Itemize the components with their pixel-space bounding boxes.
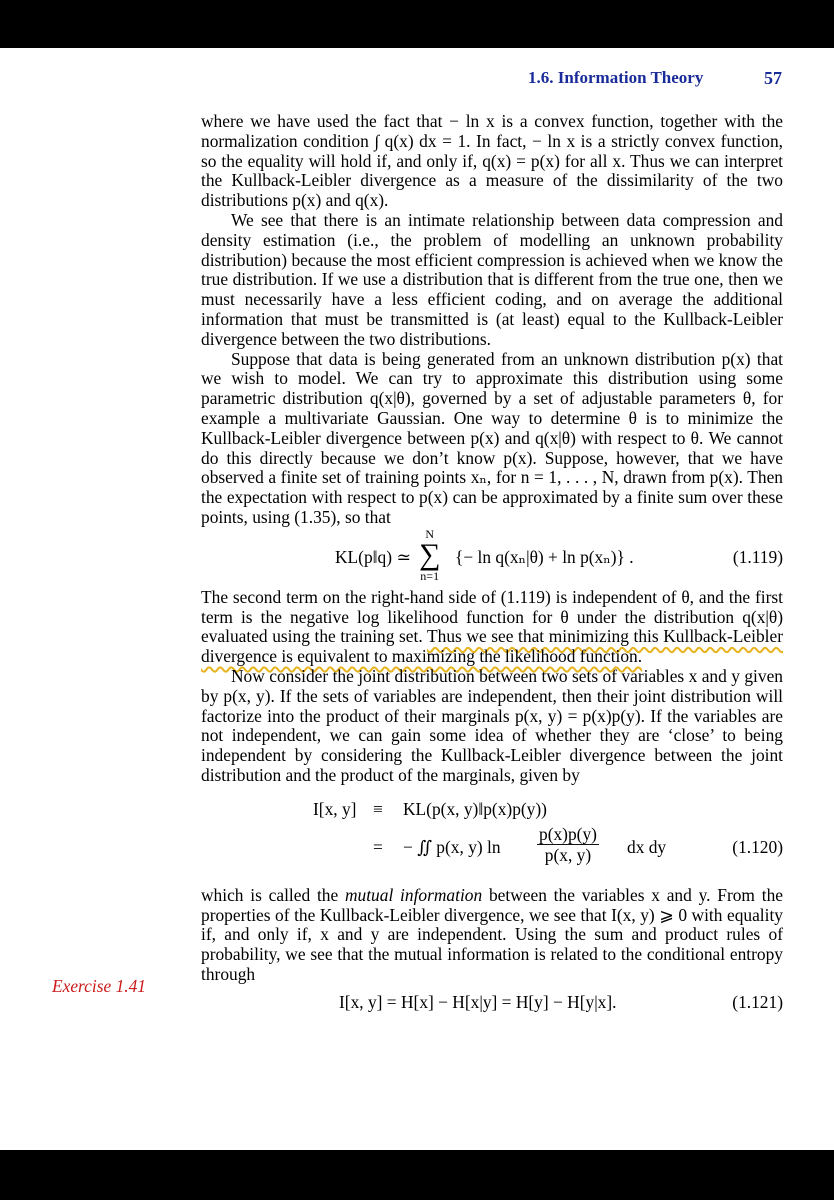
eq120-op1: ≡ — [373, 798, 383, 819]
page-number: 57 — [764, 68, 782, 88]
likelihood-text: The second term on the right-hand side of (1.119) is independent of θ, and the first term is the negative log likelihood function for θ under the distribution q(x|θ) evaluated using the training set. — [201, 586, 783, 647]
paragraph-compression: We see that there is an intimate relationship between data compression and density estimation (i.e., the problem of modelling an unknown probability distribution) because the most efficient compression is achieved when we know the true distribution. If we use a distribution that is different from the true one, then we must necessarily have a less efficient coding, and on average the additional information that must be transmitted is (at least) equal to the Kullback-Leibler divergence between the two distributions. — [201, 209, 783, 349]
eq121-body: I[x, y] = H[x] − H[x|y] = H[y] − H[y|x]. — [339, 991, 617, 1012]
paragraph-joint-distribution: Now consider the joint distribution between two sets of variables x and y given by p(x, y). If the sets of variables are independent, then their joint distribution will factorize into the product of their marginals p(x, y) = p(x)p(y). If the variables are not independent, we can gain some idea of whether they are ‘close’ to being independent by considering the Kullback-Leibler divergence between the joint distribution and the product of the marginals, given by — [201, 665, 783, 785]
exercise-margin-note[interactable]: Exercise 1.41 — [52, 976, 147, 996]
equation-1-120 — [201, 794, 783, 886]
eq120-op2: = — [373, 836, 383, 857]
equation-number: (1.119) — [732, 546, 783, 567]
eq120-differential: dx dy — [627, 836, 667, 857]
summation — [419, 528, 440, 582]
equation-1-121 — [201, 989, 783, 1017]
eq119-body: {− ln q(xₙ|θ) + ln p(xₙ)} . — [455, 546, 634, 567]
equation-1-119 — [201, 528, 783, 588]
equation-number: (1.121) — [732, 991, 783, 1012]
paragraph-convexity: where we have used the fact that − ln x is a convex function, together with the normalization condition ∫ q(x) dx = 1. In fact, − ln x is a strictly convex function, so the equality will hold if, and only if, q(x) = p(x) for all x. Thus we can interpret the Kullback-Leibler divergence as a measure of the dissimilarity of the two distributions p(x) and q(x). — [201, 111, 783, 211]
section-title: 1.6. Information Theory — [528, 68, 704, 87]
highlighted-sentence: Thus we see that minimizing this Kullback-Leibler divergence is equivalent to maximizing the likelihood function. — [201, 626, 783, 667]
sum-lower-limit: n=1 — [420, 568, 440, 583]
sum-symbol: ∑ — [419, 537, 441, 571]
eq120-fraction — [537, 824, 599, 865]
paragraph-mutual-information — [201, 886, 783, 985]
paragraph-approximation: Suppose that data is being generated from an unknown distribution p(x) that we wish to model. We can try to approximate this distribution using some parametric distribution q(x|θ), governed by a set of adjustable parameters θ, for example a multivariate Gaussian. One way to determine θ is to minimize the Kullback-Leibler divergence between p(x) and q(x|θ) with respect to θ. We cannot do this directly because we don’t know p(x). Suppose, however, that we have observed a finite set of training points xₙ, for n = 1, . . . , N, drawn from p(x). Then the expectation with respect to p(x) can be approximated by a finite sum over these points, using (1.35), so that — [201, 348, 783, 527]
fraction-numerator: p(x)p(y) — [539, 823, 597, 844]
mi-text-b: between the variables x and y. From the properties of the Kullback-Leibler divergence, we see that I(x, y) ⩾ 0 with equality if, and only if, x and y are independent. Using the sum and product rules of probability, we see that the mutual information is related to the conditional entropy through — [201, 884, 783, 984]
eq120-lhs: I[x, y] — [313, 798, 357, 819]
mi-text-a: which is called the — [201, 884, 345, 905]
paragraph-likelihood — [201, 588, 783, 667]
eq119-lhs: KL(p‖q) ≃ — [335, 546, 411, 567]
eq120-rhs1: KL(p(x, y)‖p(x)p(y)) — [403, 798, 547, 819]
sum-upper-limit: N — [425, 526, 435, 541]
mutual-information-term: mutual information — [344, 884, 483, 905]
page-body — [201, 112, 783, 1017]
fraction-denominator: p(x, y) — [544, 844, 592, 865]
running-header — [520, 68, 782, 92]
equation-number: (1.120) — [732, 836, 783, 857]
eq120-integrand: − ∬ p(x, y) ln — [403, 836, 501, 857]
